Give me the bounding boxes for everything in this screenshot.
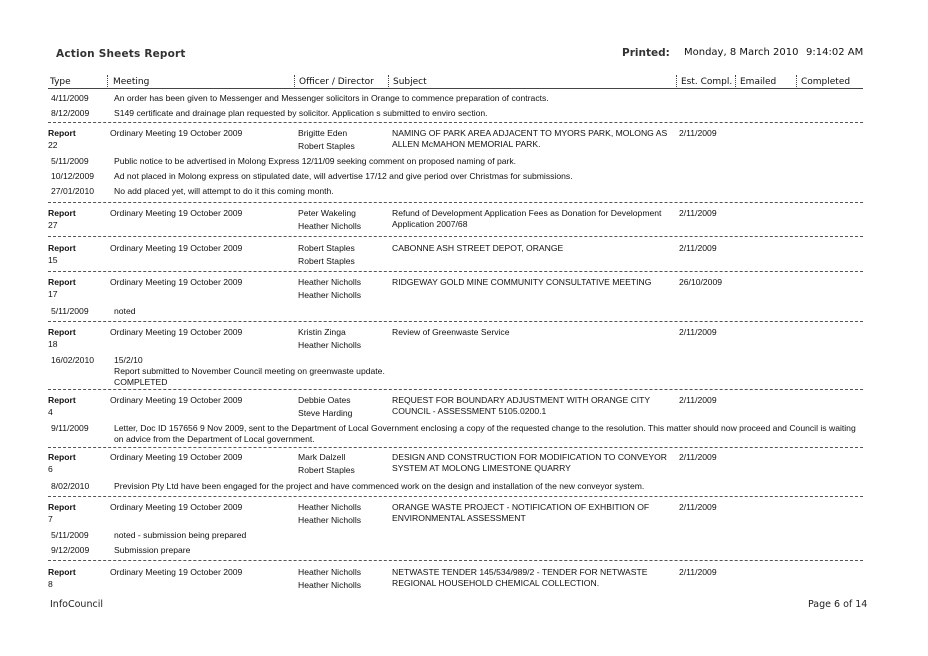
meeting-name: Ordinary Meeting 19 October 2009 — [110, 208, 243, 218]
est-completion: 2/11/2009 — [679, 567, 717, 577]
report-number: 27 — [48, 220, 58, 230]
officer-name: Mark Dalzell — [298, 452, 346, 462]
note-text: No add placed yet, will attempt to do it this coming month. — [114, 186, 334, 196]
est-completion: 26/10/2009 — [679, 277, 723, 287]
note-date: 5/11/2009 — [51, 306, 89, 316]
subject-text: CABONNE ASH STREET DEPOT, ORANGE — [392, 243, 564, 253]
note-text: Submission prepare — [114, 545, 191, 555]
est-completion: 2/11/2009 — [679, 243, 717, 253]
director-name: Robert Staples — [298, 141, 355, 151]
officer-name: Heather Nicholls — [298, 567, 362, 577]
report-number: 7 — [48, 514, 53, 524]
officer-name: Heather Nicholls — [298, 502, 362, 512]
column-header-est-compl: Est. Compl. — [681, 77, 733, 87]
note-date: 5/11/2009 — [51, 156, 89, 166]
note-date: 10/12/2009 — [51, 171, 95, 181]
row-separator — [48, 202, 863, 203]
column-separator — [107, 75, 108, 87]
column-separator — [735, 75, 736, 87]
report-title: Action Sheets Report — [56, 48, 186, 60]
note-text: Prevision Pty Ltd have been engaged for the project and have commenced work on the design and installation of the new conveyor system. — [114, 481, 645, 491]
meeting-name: Ordinary Meeting 19 October 2009 — [110, 243, 243, 253]
subject-text: NAMING OF PARK AREA ADJACENT TO MYORS PARK, MOLONG AS ALLEN McMAHON MEMORIAL PARK. — [392, 128, 668, 149]
note-date: 9/11/2009 — [51, 423, 89, 433]
column-separator — [294, 75, 295, 87]
subject-text: Review of Greenwaste Service — [392, 327, 510, 337]
note-text: noted — [114, 306, 136, 316]
note-date: 5/11/2009 — [51, 530, 89, 540]
report-number: 8 — [48, 579, 53, 589]
row-separator — [48, 271, 863, 272]
row-separator — [48, 122, 863, 123]
director-name: Robert Staples — [298, 465, 355, 475]
est-completion: 2/11/2009 — [679, 128, 717, 138]
est-completion: 2/11/2009 — [679, 327, 717, 337]
subject-text: RIDGEWAY GOLD MINE COMMUNITY CONSULTATIVE MEETING — [392, 277, 652, 287]
footer-brand: InfoCouncil — [50, 599, 103, 610]
director-name: Heather Nicholls — [298, 580, 362, 590]
printed-label: Printed: — [622, 47, 670, 59]
report-number: 22 — [48, 140, 58, 150]
subject-text: DESIGN AND CONSTRUCTION FOR MODIFICATION TO CONVEYOR SYSTEM AT MOLONG LIMESTONE QUARRY — [392, 452, 668, 473]
meeting-name: Ordinary Meeting 19 October 2009 — [110, 452, 243, 462]
column-header-meeting: Meeting — [113, 77, 150, 87]
report-type: Report — [48, 208, 76, 218]
report-type: Report — [48, 128, 76, 138]
column-header-officer: Officer / Director — [299, 77, 374, 87]
row-separator — [48, 321, 863, 322]
report-number: 15 — [48, 255, 58, 265]
row-separator — [48, 496, 863, 497]
meeting-name: Ordinary Meeting 19 October 2009 — [110, 327, 243, 337]
officer-name: Brigitte Eden — [298, 128, 348, 138]
subject-text: ORANGE WASTE PROJECT - NOTIFICATION OF EXHBITION OF ENVIRONMENTAL ASSESSMENT — [392, 502, 650, 523]
column-header-type: Type — [50, 77, 71, 87]
report-type: Report — [48, 243, 76, 253]
meeting-name: Ordinary Meeting 19 October 2009 — [110, 502, 243, 512]
note-text: Letter, Doc ID 157656 9 Nov 2009, sent to the Department of Local Government enclosing a copy of the requested change to the resolution. This matter should now proceed and Council is waiting on advice from the Department of Local government. — [114, 423, 856, 444]
director-name: Heather Nicholls — [298, 290, 362, 300]
meeting-name: Ordinary Meeting 19 October 2009 — [110, 567, 243, 577]
officer-name: Peter Wakeling — [298, 208, 356, 218]
director-name: Heather Nicholls — [298, 340, 362, 350]
director-name: Heather Nicholls — [298, 515, 362, 525]
report-type: Report — [48, 452, 76, 462]
officer-name: Kristin Zinga — [298, 327, 346, 337]
officer-name: Debbie Oates — [298, 395, 351, 405]
report-type: Report — [48, 395, 76, 405]
note-date: 8/02/2010 — [51, 481, 90, 491]
note-text: Ad not placed in Molong express on stipulated date, will advertise 17/12 and give period over Christmas for submissions. — [114, 171, 573, 181]
row-separator — [48, 389, 863, 390]
meeting-name: Ordinary Meeting 19 October 2009 — [110, 128, 243, 138]
est-completion: 2/11/2009 — [679, 208, 717, 218]
est-completion: 2/11/2009 — [679, 452, 717, 462]
row-separator — [48, 560, 863, 561]
note-text: S149 certificate and drainage plan requested by solicitor. Application s submitted to enviro section. — [114, 108, 488, 118]
note-date: 27/01/2010 — [51, 186, 95, 196]
column-separator — [388, 75, 389, 87]
column-header-subject: Subject — [393, 77, 427, 87]
column-header-emailed: Emailed — [740, 77, 777, 87]
meeting-name: Ordinary Meeting 19 October 2009 — [110, 395, 243, 405]
subject-text: Refund of Development Application Fees as Donation for Development Application 2007/68 — [392, 208, 662, 229]
meeting-name: Ordinary Meeting 19 October 2009 — [110, 277, 243, 287]
director-name: Steve Harding — [298, 408, 353, 418]
printed-date: Monday, 8 March 2010 — [684, 47, 799, 58]
report-number: 6 — [48, 464, 53, 474]
note-text: An order has been given to Messenger and Messenger solicitors in Orange to commence preparation of contracts. — [114, 93, 549, 103]
column-separator — [676, 75, 677, 87]
director-name: Heather Nicholls — [298, 221, 362, 231]
officer-name: Heather Nicholls — [298, 277, 362, 287]
est-completion: 2/11/2009 — [679, 502, 717, 512]
column-header-completed: Completed — [801, 77, 851, 87]
report-number: 18 — [48, 339, 58, 349]
report-number: 17 — [48, 289, 58, 299]
report-type: Report — [48, 277, 76, 287]
est-completion: 2/11/2009 — [679, 395, 717, 405]
note-date: 4/11/2009 — [51, 93, 89, 103]
note-date: 8/12/2009 — [51, 108, 90, 118]
report-type: Report — [48, 327, 76, 337]
header-rule — [48, 88, 863, 89]
page-number: Page 6 of 14 — [808, 599, 868, 610]
note-date: 16/02/2010 — [51, 355, 95, 365]
subject-text: NETWASTE TENDER 145/534/989/2 - TENDER FOR NETWASTE REGIONAL HOUSEHOLD CHEMICAL COLLECTION. — [392, 567, 648, 588]
column-separator — [796, 75, 797, 87]
note-text: Public notice to be advertised in Molong Express 12/11/09 seeking comment on proposed naming of park. — [114, 156, 517, 166]
report-type: Report — [48, 567, 76, 577]
director-name: Robert Staples — [298, 256, 355, 266]
note-text: 15/2/10 Report submitted to November Council meeting on greenwaste update. COMPLETED — [114, 355, 385, 387]
row-separator — [48, 236, 863, 237]
report-type: Report — [48, 502, 76, 512]
subject-text: REQUEST FOR BOUNDARY ADJUSTMENT WITH ORANGE CITY COUNCIL - ASSESSMENT 5105.0200.1 — [392, 395, 651, 416]
officer-name: Robert Staples — [298, 243, 355, 253]
row-separator — [48, 447, 863, 448]
note-text: noted - submission being prepared — [114, 530, 247, 540]
printed-time: 9:14:02 AM — [806, 47, 864, 58]
report-number: 4 — [48, 407, 53, 417]
note-date: 9/12/2009 — [51, 545, 90, 555]
